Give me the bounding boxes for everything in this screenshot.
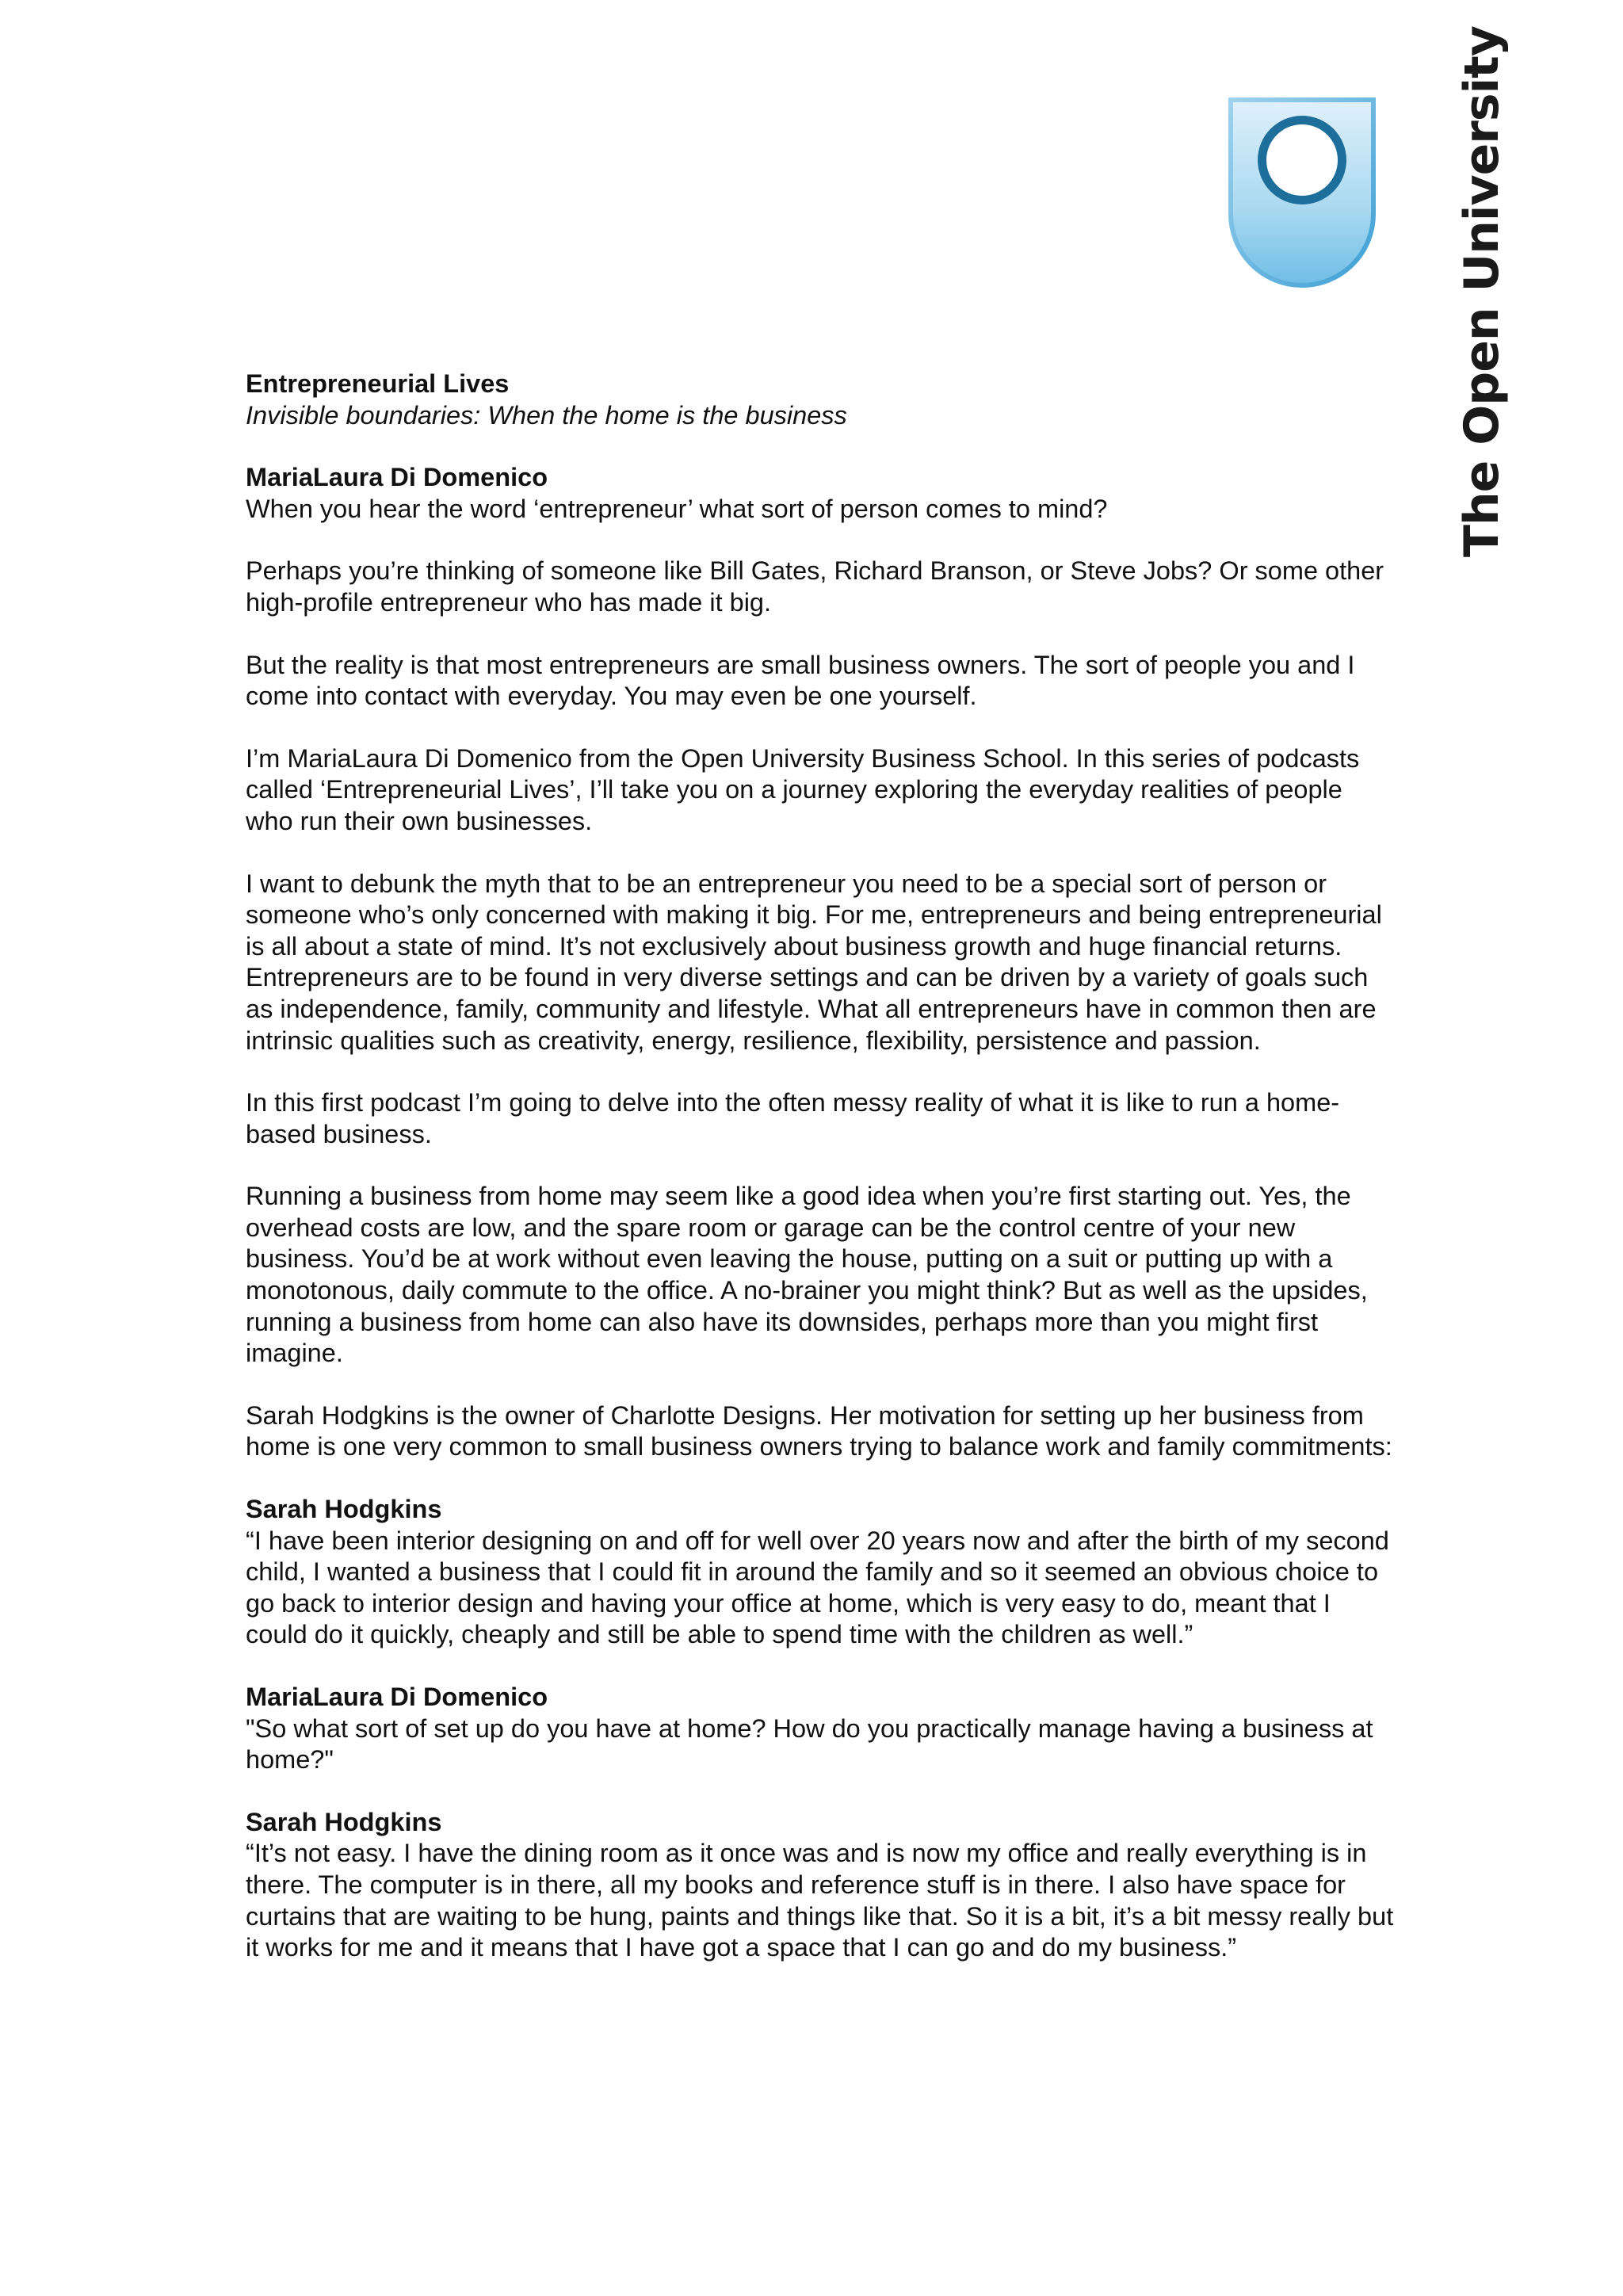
transcript-paragraph: "So what sort of set up do you have at home? How do you practically manage having a business at home?"	[246, 1713, 1373, 1775]
speaker-name: MariaLaura Di Domenico	[246, 463, 548, 492]
speaker-name: Sarah Hodgkins	[246, 1807, 442, 1836]
transcript-paragraph: But the reality is that most entrepreneurs are small business owners. The sort of people you and I come into contact with everyday. You may even be one yourself.	[246, 650, 1355, 711]
speaker-name: Sarah Hodgkins	[246, 1495, 442, 1524]
document-header	[246, 369, 1395, 431]
transcript-paragraph: In this first podcast I’m going to delve into the often messy reality of what it is like to run a home-based business.	[246, 1088, 1340, 1148]
speaker-block	[246, 1494, 1395, 1651]
transcript-paragraph: When you hear the word ‘entrepreneur’ what sort of person comes to mind?	[246, 494, 1108, 523]
transcript-paragraph-block	[246, 556, 1395, 618]
transcript-paragraph-block	[246, 1087, 1395, 1150]
transcript-paragraph-block	[246, 1181, 1395, 1370]
speaker-name: MariaLaura Di Domenico	[246, 1683, 548, 1711]
speaker-block	[246, 1682, 1395, 1776]
transcript-paragraph: “It’s not easy. I have the dining room as it once was and is now my office and really everything is in there. The computer is in there, all my books and reference stuff is in there. I also have space for curtains that are waiting to be hung, paints and things like that. So it is a bit, it’s a bit messy really but it works for me and it means that I have got a space that I can go and do my business.”	[246, 1839, 1394, 1962]
transcript-paragraph: Sarah Hodgkins is the owner of Charlotte Designs. Her motivation for setting up her business from home is one very common to small business owners trying to balance work and family commitments:	[246, 1400, 1392, 1461]
document-title: Entrepreneurial Lives	[246, 369, 510, 398]
transcript-paragraph: Perhaps you’re thinking of someone like Bill Gates, Richard Branson, or Steve Jobs? Or some other high-profile entrepreneur who has made it big.	[246, 556, 1384, 617]
transcript-paragraph-block	[246, 869, 1395, 1057]
speaker-block	[246, 462, 1395, 525]
transcript-paragraph-block	[246, 743, 1395, 838]
transcript-paragraph-block	[246, 650, 1395, 712]
logo-wordmark-text: The Open University	[1454, 26, 1510, 557]
document-subtitle: Invisible boundaries: When the home is the business	[246, 400, 847, 430]
transcript-paragraph: Running a business from home may seem like a good idea when you’re first starting out. Yes, the overhead costs are low, and the spare room or garage can be the control centre of your new business. You’d be at work without even leaving the house, putting on a suit or putting up with a monotonous, daily commute to the office. A no-brainer you might think? But as well as the upsides, running a business from home can also have its downsides, perhaps more than you might first imagine.	[246, 1182, 1368, 1368]
transcript-paragraph-block	[246, 1400, 1395, 1463]
open-university-shield-icon	[1224, 95, 1380, 293]
speaker-block	[246, 1807, 1395, 1964]
transcript-paragraph: I’m MariaLaura Di Domenico from the Open University Business School. In this series of podcasts called ‘Entrepreneurial Lives’, I’ll take you on a journey exploring the everyday realities of people who run their own businesses.	[246, 743, 1360, 835]
transcript-paragraph: “I have been interior designing on and off for well over 20 years now and after the birth of my second child, I wanted a business that I could fit in around the family and so it seemed an obvious choice to go back to interior design and having your office at home, which is very easy to do, meant that I could do it quickly, cheaply and still be able to spend time with the children as well.”	[246, 1526, 1389, 1649]
transcript-paragraph: I want to debunk the myth that to be an entrepreneur you need to be a special sort of person or someone who’s only concerned with making it big. For me, entrepreneurs and being entrepreneurial is all about a state of mind. It’s not exclusively about business growth and huge financial returns. Entrepreneurs are to be found in very diverse settings and can be driven by a variety of goals such as independence, family, community and lifestyle. What all entrepreneurs have in common then are intrinsic qualities such as creativity, energy, resilience, flexibility, persistence and passion.	[246, 869, 1382, 1055]
open-university-wordmark	[1446, 26, 1518, 557]
transcript-document	[246, 369, 1395, 1995]
